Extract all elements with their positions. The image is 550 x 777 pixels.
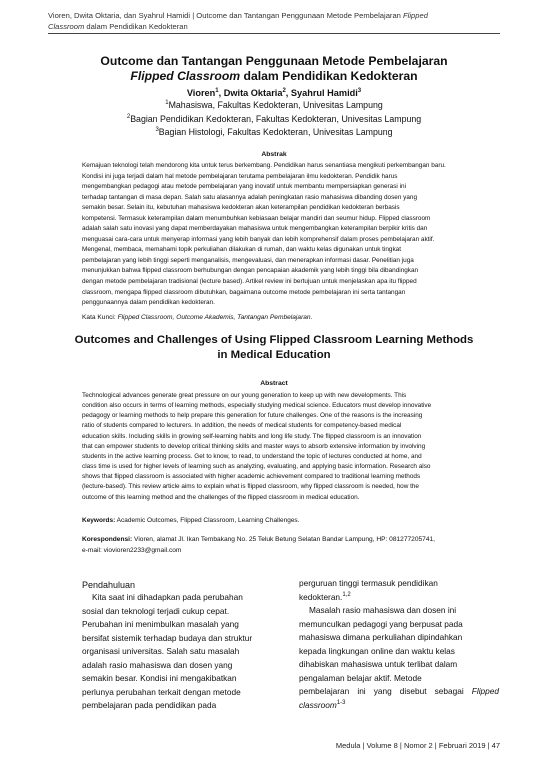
affiliation-2	[48, 114, 500, 125]
abstract-line: Technological advances generate great pressure on our young generation to keep up with new developments. This	[82, 392, 407, 399]
author-list	[48, 88, 500, 98]
abstrak-line: classroom, mengapa flipped classroom dibutuhkan, bagaimana outcome metode pembelajaran ini serta tantangan	[82, 288, 406, 296]
body-line: pengalaman belajar aktif. Metode	[299, 672, 422, 683]
abstract-line: condition also occurs in terms of learning methods, especially studying medical science. Educators must develop innovative	[82, 402, 432, 410]
abstract-heading: Abstract	[260, 380, 288, 387]
abstract-line: pedagogy or learning methods to help prepare this generation for future challenges. One of the reasons is the increasing	[82, 412, 423, 420]
body-line: pembelajaran pada pendidikan pada	[82, 700, 217, 710]
author-1: Vioren	[186, 88, 216, 98]
abstrak-line: penggunaannya dalam pendidikan kedokteran.	[82, 299, 215, 307]
abstract-line: class time is used for higher levels of learning such as analyzing, evaluating, and applying basic information. Research also	[82, 463, 431, 471]
body-line: Perubahan ini menimbulkan masalah yang	[82, 619, 239, 629]
abstract-line: shows that flipped classroom is associated with higher academic achievement compared to traditional learning methods	[82, 473, 421, 481]
abstract-line: ratio of students compared to lecturers. In addition, the needs of medical students for competency-based medical	[82, 422, 402, 430]
body-line: kedokteran.	[299, 591, 343, 602]
section-heading: Pendahuluan	[82, 580, 136, 590]
abstract-body	[82, 391, 500, 503]
abstrak-line: kompetensi. Termasuk keterampilan dalam menumbuhkan kebiasaan belajar mandiri dan seumur hidup. Flipped classroom	[82, 214, 431, 222]
body-line: semakin besar. Kondisi ini mengakibatkan	[82, 673, 237, 683]
citation-sup: 1,2	[342, 591, 351, 598]
abstrak-line: semakin besar. Selain itu, kebutuhan mahasiswa kedokteran akan keterampilan pendidikan kedokteran berbasis	[82, 204, 400, 212]
abstrak-line: mengembangkan pedagogi atau metode pembelajaran yang inovatif untuk membantu mempersiapkan generasi ini	[82, 183, 406, 191]
body-line: mahasiswa dimana perkuliahan dipindahkan	[299, 632, 463, 642]
affiliation-2-sup: 2	[126, 114, 131, 121]
author-1-sup: 1	[215, 87, 219, 94]
abstrak-line: dengan metode pembelajaran tradisional (lecture based). Artikel review ini bertujuan untuk menjelaskan apa itu flipped	[82, 278, 417, 286]
body-line: Kita saat ini dihadapkan pada perubahan	[92, 592, 243, 602]
title-en-line-1: Outcomes and Challenges of Using Flipped Classroom Learning Methods	[74, 334, 474, 346]
affiliation-2-text: Bagian Pendidikan Kedokteran, Fakultas Kedokteran, Univesitas Lampung	[130, 114, 422, 124]
affiliation-3	[48, 127, 500, 138]
affiliation-1	[48, 100, 500, 111]
keywords-label: Keywords:	[82, 517, 116, 524]
kata-kunci-label: Kata Kunci:	[82, 314, 116, 321]
affiliation-3-sup: 3	[155, 127, 159, 134]
abstract-line: education skills. Including skills in growing self-learning habits and long life study. The flipped classroom is an innovation	[82, 432, 422, 440]
running-header-text-2: dalam Pendidikan Kedokteran	[84, 22, 188, 31]
abstrak-body	[82, 161, 500, 309]
title-line-1: Outcome dan Tantangan Penggunaan Metode Pembelajaran	[100, 54, 448, 68]
correspondence	[82, 535, 500, 556]
abstrak-line: menunjukkan bahwa flipped classroom berhubungan dengan pencapaian akademik yang lebih tinggi bila dibandingkan	[82, 267, 419, 275]
affiliation-3-text: Bagian Histologi, Fakultas Kedokteran, Univesitas Lampung	[158, 127, 393, 137]
body-line: organisasi universitas. Salah satu masalah	[82, 646, 240, 656]
correspondence-label: Korespondensi:	[82, 536, 133, 543]
author-3: , Syahrul Hamidi	[285, 88, 358, 98]
abstract-line: outcome of this learning method and the challenges of the flipped classroom in medical education.	[82, 493, 360, 501]
correspondence-address: Vioren, alamat Jl. Ikan Tembakang No. 25 Teluk Betung Selatan Bandar Lampung, HP: 081277205741,	[132, 536, 435, 543]
body-line: bersifat sistemik terhadap budaya dan struktur	[82, 632, 253, 643]
title-line-2: dalam Pendidikan Kedokteran	[240, 69, 418, 83]
body-line: memunculkan pedagogi yang berpusat pada	[299, 618, 463, 629]
abstrak-line: Kondisi ini juga terjadi dalam hal metode pembelajaran terutama pembelajaran ilmu kedokteran. Pendidik harus	[82, 172, 398, 180]
abstrak-line: Mengenal, membaca, memahami topik perkuliahan dilakukan di rumah, dan waktu kelas digunakan untuk tingkat	[82, 246, 402, 254]
article-title-english	[48, 333, 500, 363]
kata-kunci	[82, 314, 312, 321]
abstrak-line: Kemajuan teknologi telah mendorong kita untuk terus berkembang. Pendidikan harus senantiasa mengikuti perkembangan baru.	[82, 162, 446, 169]
body-line: perlunya perubahan terkait dengan metode	[82, 686, 241, 697]
correspondence-email: e-mail: viovioren2233@gmail.com	[82, 546, 182, 554]
author-2-sup: 2	[282, 87, 286, 94]
body-line: sosial dan teknologi terjadi cukup cepat.	[82, 605, 230, 616]
abstract-line: that can empower students to develop critical thinking skills and master ways to absorb extensive information by involving	[82, 442, 426, 450]
title-en-line-2: in Medical Education	[217, 349, 331, 361]
affiliation-1-text: Mahasiswa, Fakultas Kedokteran, Univesitas Lampung	[168, 100, 383, 110]
article-title-indonesian	[48, 54, 500, 84]
author-3-sup: 3	[357, 87, 362, 94]
abstrak-line: menguasai cara-cara untuk menyerap informasi yang lebih banyak dan lebih komprehensif dalam proses pembelajaran aktif.	[82, 235, 435, 243]
running-header	[48, 10, 518, 32]
body-line-italic: Flipped classroom	[299, 686, 499, 710]
body-line: dihabiskan mahasiswa untuk terlibat dalam	[299, 659, 458, 669]
page-footer: Medula | Volume 8 | Nomor 2 | Februari 2019 | 47	[335, 741, 500, 750]
right-column	[299, 577, 499, 712]
abstract-line: (lecture-based). This review article aims to explain what is flipped classroom, why flipped classroom is needed, how the	[82, 483, 419, 491]
header-rule	[48, 33, 500, 34]
keywords-value: Academic Outcomes, Flipped Classroom, Learning Challenges.	[115, 517, 300, 524]
kata-kunci-value: Flipped Classroom, Outcome Akademis, Tantangan Pembelajaran.	[115, 314, 313, 321]
body-line: perguruan tinggi termasuk pendidikan	[299, 578, 438, 588]
abstrak-heading: Abstrak	[261, 151, 287, 158]
abstrak-line: adalah salah satu inovasi yang dapat memberdayakan mahasiswa untuk mengembangkan keterampilan berpikir kritis dan	[82, 225, 428, 233]
affiliation-1-sup: 1	[165, 100, 169, 107]
author-2: , Dwita Oktaria	[218, 88, 283, 98]
body-line: Masalah rasio mahasiswa dan dosen ini	[309, 605, 457, 615]
body-line: pembelajaran ini yang disebut sebagai	[299, 686, 472, 696]
keywords	[82, 517, 300, 524]
running-header-text: Vioren, Dwita Oktaria, dan Syahrul Hamidi | Outcome dan Tantangan Penggunaan Metode Pembelajaran	[48, 11, 404, 20]
left-column	[82, 591, 274, 713]
body-line: adalah rasio mahasiswa dan dosen yang	[82, 659, 233, 670]
running-header-italic: Flipped	[403, 11, 428, 20]
running-header-italic-2: Classroom	[48, 22, 85, 31]
body-line: kepada lingkungan online dan waktu kelas	[299, 645, 455, 656]
title-line-2-italic: Flipped Classroom	[130, 69, 241, 83]
abstract-line: students in the active learning process. Get to know, to read, to understand the topic of lectures conducted at home, and	[82, 452, 422, 460]
abstrak-line: terhadap tantangan di masa depan. Salah satu alasannya adalah peningkatan rasio mahasiswa dibanding dosen yang	[82, 193, 418, 201]
abstrak-line: pembelajaran yang lebih tinggi seperti menganalisis, mengevaluasi, dan menerapkan informasi dasar. Penelitian juga	[82, 256, 414, 264]
citation-sup: 1-3	[336, 699, 346, 706]
